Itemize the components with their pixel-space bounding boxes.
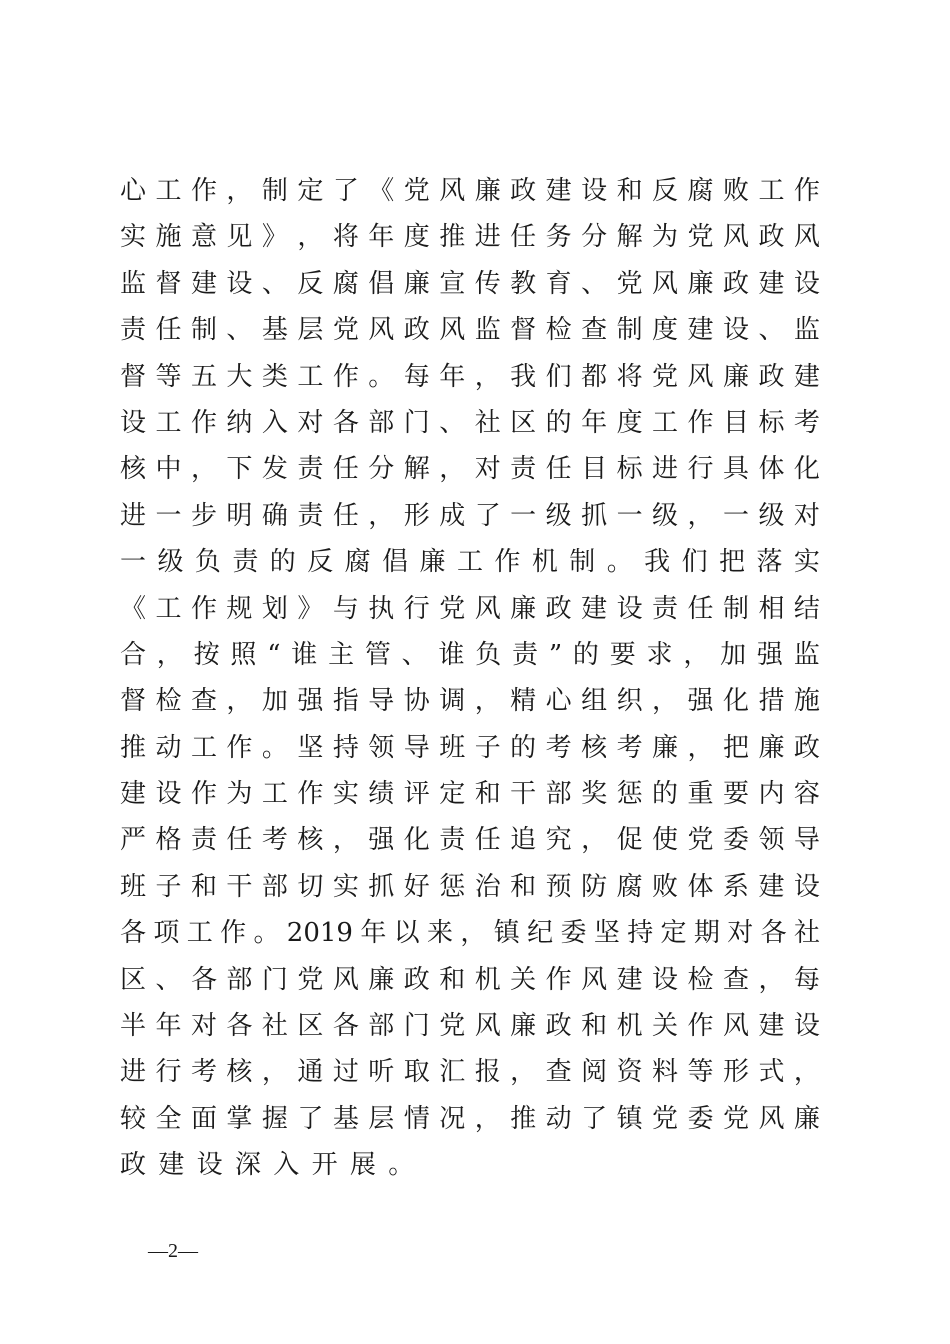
text-line: 监 督 建 设 、 反 腐 倡 廉 宣 传 教 育 、 党 风 廉 政 建 设	[120, 268, 820, 299]
page-number: —2—	[148, 1240, 198, 1262]
text-line: 督 检 查 ， 加 强 指 导 协 调 ， 精 心 组 织 ， 强 化 措 施	[120, 686, 820, 717]
text-line: 核 中 ， 下 发 责 任 分 解 ， 对 责 任 目 标 进 行 具 体 化	[120, 454, 820, 485]
text-line: 较 全 面 掌 握 了 基 层 情 况 ， 推 动 了 镇 党 委 党 风 廉	[120, 1103, 820, 1134]
text-line: 一 级 负 责 的 反 腐 倡 廉 工 作 机 制 。 我 们 把 落 实	[120, 547, 820, 578]
text-line: 半 年 对 各 社 区 各 部 门 党 风 廉 政 和 机 关 作 风 建 设	[120, 1011, 820, 1042]
text-line: 进 一 步 明 确 责 任 ， 形 成 了 一 级 抓 一 级 ， 一 级 对	[120, 500, 820, 531]
text-line: 实 施 意 见 》 ， 将 年 度 推 进 任 务 分 解 为 党 风 政 风	[120, 222, 820, 253]
text-line: 区 、 各 部 门 党 风 廉 政 和 机 关 作 风 建 设 检 查 ， 每	[120, 964, 820, 995]
text-line: 政 建 设 深 入 开 展 。	[120, 1150, 415, 1181]
text-line: 进 行 考 核 ， 通 过 听 取 汇 报 ， 查 阅 资 料 等 形 式 ，	[120, 1057, 820, 1088]
text-line: 《 工 作 规 划 》 与 执 行 党 风 廉 政 建 设 责 任 制 相 结	[120, 593, 820, 624]
text-line: 严 格 责 任 考 核 ， 强 化 责 任 追 究 ， 促 使 党 委 领 导	[120, 825, 820, 856]
text-line: 班 子 和 干 部 切 实 抓 好 惩 治 和 预 防 腐 败 体 系 建 设	[120, 871, 820, 902]
text-line: 合 ， 按 照 “ 谁 主 管 、 谁 负 责 ” 的 要 求 ， 加 强 监	[120, 639, 820, 670]
text-line: 推 动 工 作 。 坚 持 领 导 班 子 的 考 核 考 廉 ， 把 廉 政	[120, 732, 820, 763]
body-paragraph	[120, 168, 820, 1189]
text-line: 设 工 作 纳 入 对 各 部 门 、 社 区 的 年 度 工 作 目 标 考	[120, 407, 820, 438]
text-line: 心 工 作 ， 制 定 了 《 党 风 廉 政 建 设 和 反 腐 败 工 作	[120, 176, 820, 206]
text-line: 建 设 作 为 工 作 实 绩 评 定 和 干 部 奖 惩 的 重 要 内 容	[120, 779, 820, 810]
text-line: 责 任 制 、 基 层 党 风 政 风 监 督 检 查 制 度 建 设 、 监	[120, 315, 820, 346]
text-line: 督 等 五 大 类 工 作 。 每 年 ， 我 们 都 将 党 风 廉 政 建	[120, 361, 820, 392]
text-line: 各 项 工 作 。 2019 年 以 来 ， 镇 纪 委 坚 持 定 期 对 各 社	[120, 918, 820, 949]
